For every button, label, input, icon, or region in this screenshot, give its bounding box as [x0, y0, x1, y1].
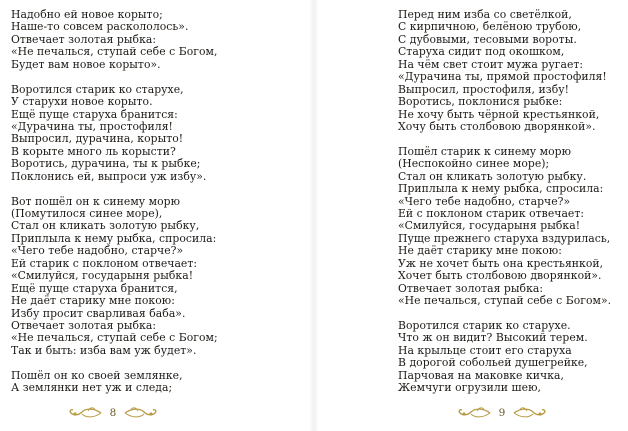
poem-line: «Не печалься, ступай себе с Богом».: [398, 294, 612, 308]
page-number: 9: [498, 407, 506, 419]
poem-line: Стал он кликать золотую рыбку,: [11, 219, 200, 233]
poem-line: Будет вам новое корыто».: [11, 57, 161, 71]
flourish-right-icon: [513, 406, 549, 420]
poem-line: На крыльце стоит его старуха: [398, 343, 572, 357]
stanza-break: [11, 71, 218, 83]
poem-line: «Чего тебе надобно, старче?»: [11, 244, 184, 258]
poem-line: С кирпичною, белёною трубою,: [398, 20, 582, 34]
poem-line: В дорогой собольей душегрейке,: [398, 356, 588, 370]
poem-line: Отвечает золотая рыбка:: [11, 32, 157, 46]
poem-line: Надобно ей новое корыто;: [11, 8, 163, 21]
poem-line: «Чего тебе надобно, старче?»: [398, 194, 571, 208]
poem-line: (Помутилося синее море),: [11, 207, 163, 220]
poem-line: «Не печалься, ступай себе с Богом,: [11, 45, 218, 59]
poem-line: Воротись, поклонися рыбке:: [398, 95, 563, 109]
poem-line: Ещё пуще старуха бранится,: [11, 281, 178, 295]
right-page: [314, 0, 628, 431]
flourish-left-icon: [66, 406, 102, 420]
poem-line: Приплыла к нему рыбка, спросила:: [398, 182, 604, 196]
poem-line: Хочет быть столбовою дворянкой».: [398, 269, 602, 283]
poem-line: Старуха сидит под окошком,: [398, 45, 565, 59]
poem-line: Что ж он видит? Высокий терем.: [398, 331, 588, 345]
poem-line: Не хочу быть чёрной крестьянкой,: [398, 107, 600, 121]
poem-line: Не даёт старику мне покою:: [11, 294, 175, 308]
left-page-footer: [66, 405, 160, 421]
poem-line: (Неспокойно синее море);: [398, 157, 550, 171]
poem-line: Поклонись ей, выпроси уж избу».: [11, 169, 207, 183]
poem-line: Парчовая на маковке кичка,: [398, 368, 564, 382]
poem-line: «Не печалься, ступай себе с Богом;: [11, 331, 218, 345]
right-page-text: [398, 9, 611, 395]
poem-line: Воротился старик ко старухе,: [11, 82, 184, 96]
page-number: 8: [109, 407, 117, 419]
poem-line: Выпросил, простофиля, избу!: [398, 82, 570, 96]
stanza-break: [398, 133, 611, 145]
right-page-footer: [455, 405, 549, 421]
poem-line: Перед ним изба со светёлкой,: [398, 8, 572, 21]
left-page-text: [11, 9, 218, 395]
poem-line: С дубовыми, тесовыми вороты.: [398, 32, 577, 46]
poem-line: Наше-то совсем раскололось».: [11, 20, 189, 34]
poem-line: На чём свет стоит мужа ругает:: [398, 57, 584, 71]
poem-line: У старухи новое корыто.: [11, 95, 153, 109]
poem-line: Пуще прежнего старуха вздурилась,: [398, 231, 611, 245]
poem-line: Жемчуги огрузили шею,: [398, 381, 541, 395]
poem-line: Ей с поклоном старик отвечает:: [398, 207, 585, 220]
stanza-break: [11, 357, 218, 369]
poem-line: «Дурачина ты, простофиля!: [11, 119, 173, 133]
poem-line: Так и быть: изба вам уж будет».: [11, 343, 197, 357]
poem-line: Избу просит сварливая баба».: [11, 306, 186, 320]
poem-line: Отвечает золотая рыбка:: [398, 281, 544, 295]
poem-line: Отвечает золотая рыбка:: [11, 318, 157, 332]
poem-line: «Смилуйся, государыня рыбка!: [398, 219, 581, 233]
poem-line: Хочу быть столбовою дворянкой».: [398, 119, 596, 133]
flourish-right-icon: [124, 406, 160, 420]
poem-line: «Дурачина ты, прямой простофиля!: [398, 70, 607, 84]
poem-line: Не даёт старику мне покою:: [398, 244, 562, 258]
poem-line: Приплыла к нему рыбка, спросила:: [11, 231, 217, 245]
poem-line: Вот пошёл он к синему морю: [11, 194, 181, 208]
stanza-break: [11, 183, 218, 195]
poem-line: Пошёл старик к синему морю: [398, 144, 572, 158]
poem-line: В корыте много ль корысти?: [11, 144, 176, 158]
poem-line: Выпросил, дурачина, корыто!: [11, 132, 184, 146]
poem-line: Ещё пуще старуха бранится:: [11, 107, 178, 121]
poem-line: Стал он кликать золотую рыбку.: [398, 169, 587, 183]
poem-line: А землянки нет уж и следа;: [11, 381, 173, 395]
poem-line: Воротись, дурачина, ты к рыбке;: [11, 157, 201, 171]
poem-line: Уж не хочет быть она крестьянкой,: [398, 256, 604, 270]
poem-line: Ей старик с поклоном отвечает:: [11, 256, 198, 270]
poem-line: Воротился старик ко старухе.: [398, 318, 571, 332]
flourish-left-icon: [455, 406, 491, 420]
poem-line: Пошёл он ко своей землянке,: [11, 368, 183, 382]
poem-line: «Смилуйся, государыня рыбка!: [11, 269, 194, 283]
